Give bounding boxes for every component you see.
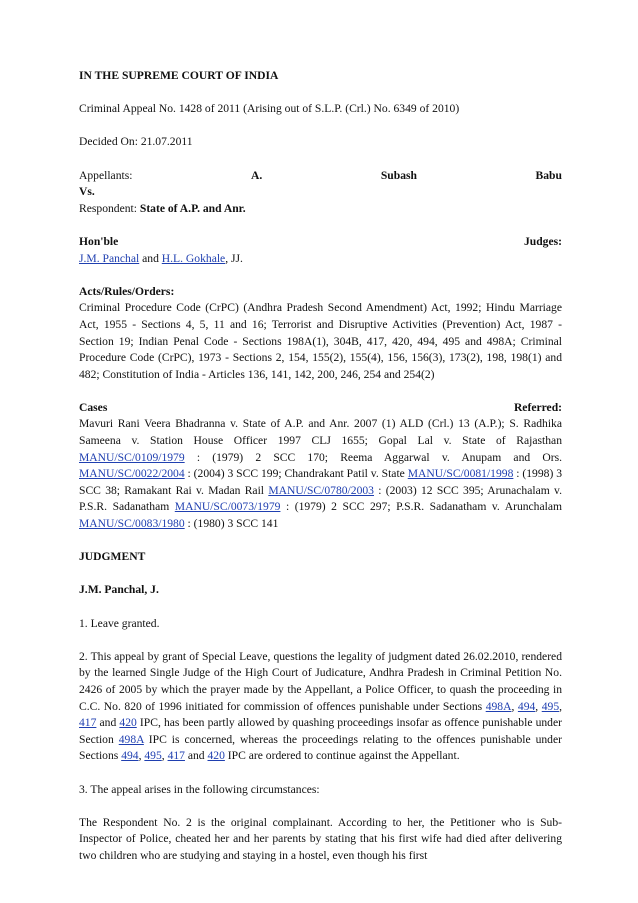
respondent-line bbox=[79, 201, 562, 218]
appellant-name-part-1: A. bbox=[251, 168, 263, 182]
decided-on: Decided On: 21.07.2011 bbox=[79, 135, 193, 149]
paragraph-1: 1. Leave granted. bbox=[79, 616, 160, 630]
section-link[interactable]: 494 bbox=[517, 699, 536, 713]
cases-heading-row bbox=[79, 400, 562, 417]
citation-link[interactable]: MANU/SC/0022/2004 bbox=[79, 467, 185, 481]
parties-block bbox=[79, 168, 562, 218]
court-title: IN THE SUPREME COURT OF INDIA bbox=[79, 69, 279, 82]
section-link[interactable]: 417 bbox=[167, 749, 185, 763]
section-link[interactable]: 420 bbox=[207, 749, 225, 763]
acts-block bbox=[79, 284, 562, 384]
cases-text: Mavuri Rani Veera Bhadranna v. State of A.P. and Anr. 2007 (1) ALD (Crl.) 13 (A.P.); S. Radhika Sameena v. Station House Officer 1997 CLJ 1655; Gopal Lal v. State of Rajasthan MANU/SC/0109/1979 : (1979) 2 SCC 170; Reema Aggarwal v. Anupam and Ors. MANU/SC/0022/2004 : (2004) 3 SCC 199; Chandrakant Patil v. State MANU/SC/0081/1998 : (1998) 3 SCC 38; Ramakant Rai v. Madan Rail MANU/SC/0780/2003 : (2003) 12 SCC 395; Arunachalam v. P.S.R. Sadanatham MANU/SC/0073/1979 : (1979) 2 SCC 297; P.S.R. Sadanatham v. Arunchalam MANU/SC/0083/1980 : (1980) 3 SCC 141 bbox=[79, 417, 563, 531]
judges-label-right: Judges: bbox=[523, 234, 562, 248]
paragraph-4: The Respondent No. 2 is the original complainant. According to her, the Petitioner who is Sub-Inspector of Police, cheated her and her parents by stating that his first wife had died after delivering two children who are studying and staying in a hostel, even though his first bbox=[79, 815, 562, 862]
section-link[interactable]: 498A bbox=[118, 732, 144, 746]
cases-block bbox=[79, 400, 562, 533]
judgment-author: J.M. Panchal, J. bbox=[79, 583, 159, 597]
judges-names: J.M. Panchal and H.L. Gokhale, JJ. bbox=[79, 251, 243, 265]
section-link[interactable]: 420 bbox=[119, 716, 137, 730]
appellant-name-part-3: Babu bbox=[535, 168, 562, 182]
section-link[interactable]: 495 bbox=[144, 749, 162, 763]
acts-text: Criminal Procedure Code (CrPC) (Andhra Pradesh Second Amendment) Act, 1992; Hindu Marriage Act, 1955 - Sections 4, 5, 11 and 16; Terrorist and Disruptive Activities (Prevention) Act, 1987 - Section 19; Indian Penal Code - Sections 198A(1), 304B, 417, 420, 494, 495 and 498A; Criminal Procedure Code (CrPC), 1973 - Sections 2, 154, 155(2), 155(4), 156, 156(3), 173(2), 198, 198(1) and 482; Constitution of India - Articles 136, 141, 142, 200, 246, 254 and 254(2) bbox=[79, 301, 562, 381]
citation-link[interactable]: MANU/SC/0780/2003 bbox=[268, 483, 374, 497]
judges-heading-row bbox=[79, 234, 562, 251]
citation-link[interactable]: MANU/SC/0073/1979 bbox=[174, 500, 281, 514]
acts-heading: Acts/Rules/Orders: bbox=[79, 284, 175, 298]
judges-block bbox=[79, 234, 562, 267]
judgment-heading: JUDGMENT bbox=[79, 550, 146, 564]
appellants-row bbox=[79, 168, 562, 185]
cases-label-left: Cases bbox=[79, 400, 108, 414]
citation-link[interactable]: MANU/SC/0083/1980 bbox=[79, 517, 185, 531]
judge-link-panchal[interactable]: J.M. Panchal bbox=[79, 251, 140, 265]
respondent-name: State of A.P. and Anr. bbox=[139, 201, 246, 215]
judges-label-left: Hon'ble bbox=[79, 234, 119, 248]
section-link[interactable]: 494 bbox=[121, 749, 139, 763]
respondent-label: Respondent: bbox=[79, 201, 137, 215]
cases-label-right: Referred: bbox=[513, 400, 562, 414]
versus: Vs. bbox=[79, 185, 95, 199]
citation-link[interactable]: MANU/SC/0109/1979 bbox=[79, 450, 185, 464]
judge-link-gokhale[interactable]: H.L. Gokhale bbox=[161, 251, 226, 265]
citation-link[interactable]: MANU/SC/0081/1998 bbox=[407, 467, 514, 481]
section-link[interactable]: 498A bbox=[485, 699, 512, 713]
appellant-name-part-2: Subash bbox=[380, 168, 417, 182]
section-link[interactable]: 495 bbox=[541, 699, 560, 713]
paragraph-2: 2. This appeal by grant of Special Leave, questions the legality of judgment dated 26.02.2010, rendered by the learned Single Judge of the High Court of Judicature, Andhra Pradesh in Criminal Petition No. 2426 of 2005 by which the prayer made by the Appellant, a Police Officer, to quash the proceeding in C.C. No. 820 of 1996 initiated for commission of offences punishable under Sections 498A, 494, 495, 417 and 420 IPC, has been partly allowed by quashing proceedings insofar as offence punishable under Section 498A IPC is concerned, whereas the proceedings relating to the offences punishable under Sections 494, 495, 417 and 420 IPC are ordered to continue against the Appellant. bbox=[79, 649, 563, 763]
paragraph-3: 3. The appeal arises in the following circumstances: bbox=[79, 782, 320, 796]
appellants-label: Appellants: bbox=[79, 168, 133, 182]
section-link[interactable]: 417 bbox=[79, 716, 97, 730]
case-line: Criminal Appeal No. 1428 of 2011 (Arising out of S.L.P. (Crl.) No. 6349 of 2010) bbox=[79, 102, 460, 116]
